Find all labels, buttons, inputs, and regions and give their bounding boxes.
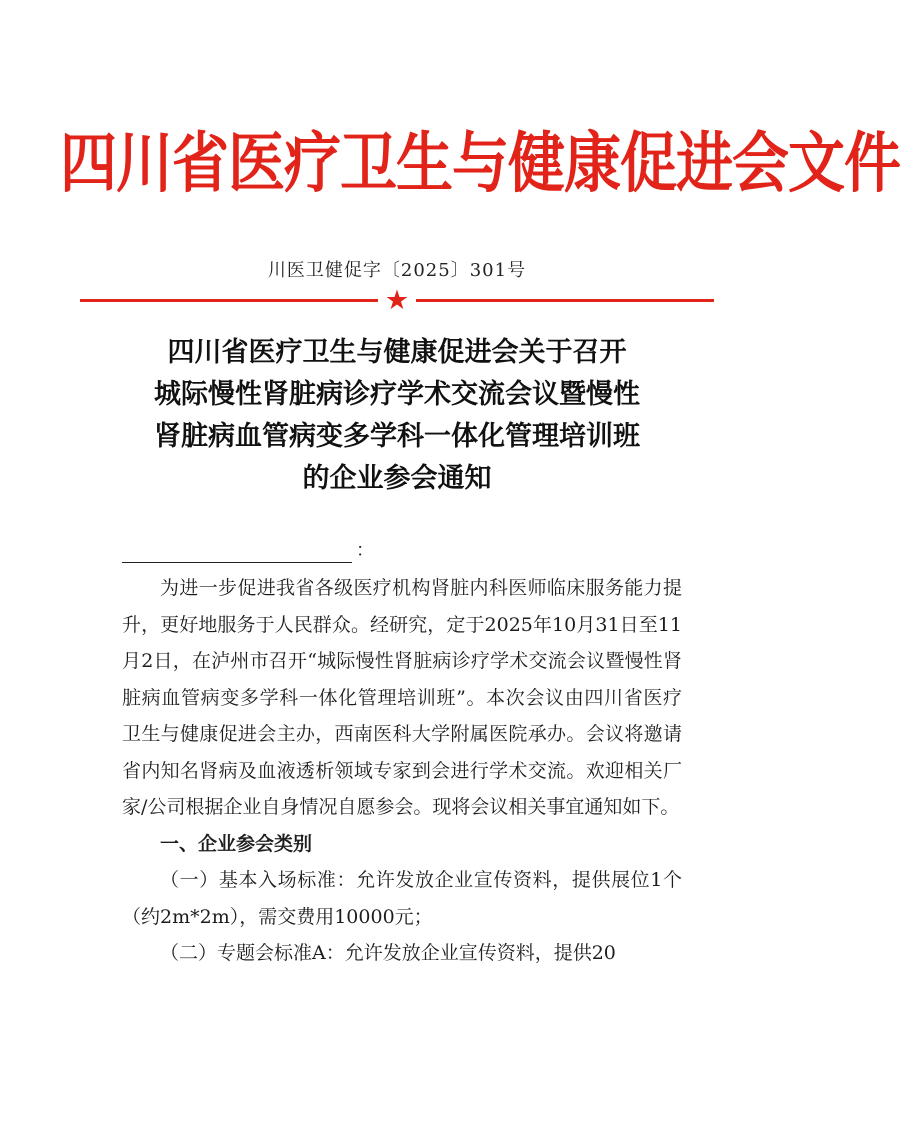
recipient-blank-line [122,540,352,563]
body-text [122,570,682,972]
document-title [100,332,694,500]
recipient-colon: ： [356,540,374,561]
list-item: （二）专题会标准A：允许发放企业宣传资料，提供20 [160,942,616,964]
star-icon: ★ [384,285,410,316]
title-line: 城际慢性肾脏病诊疗学术交流会议暨慢性 [154,379,640,410]
document-number: 川医卫健促字〔2025〕301号 [267,260,527,281]
divider-line-left [80,299,378,302]
list-item: （一）基本入场标准：允许发放企业宣传资料，提供展位1个（约2m*2m），需交费用10000元； [122,869,682,928]
intro-paragraph: 为进一步促进我省各级医疗机构肾脏内科医师临床服务能力提升，更好地服务于人民群众。经研究，定于2025年10月31日至11月2日，在泸州市召开“城际慢性肾脏病诊疗学术交流会议暨慢性肾脏病血管病变多学科一体化管理培训班”。本次会议由四川省医疗卫生与健康促进会主办，西南医科大学附属医院承办。会议将邀请省内知名肾病及血液透析领域专家到会进行学术交流。欢迎相关厂家/公司根据企业自身情况自愿参会。现将会议相关事宜通知如下。 [122,577,682,818]
title-line: 肾脏病血管病变多学科一体化管理培训班 [154,421,640,452]
section-heading: 一、企业参会类别 [160,832,313,855]
org-header-title: 四川省医疗卫生与健康促进会文件 [60,125,900,202]
title-line: 四川省医疗卫生与健康促进会关于召开 [167,337,627,368]
divider-line-right [416,299,714,302]
title-line: 的企业参会通知 [302,463,492,494]
header-divider [80,285,714,316]
